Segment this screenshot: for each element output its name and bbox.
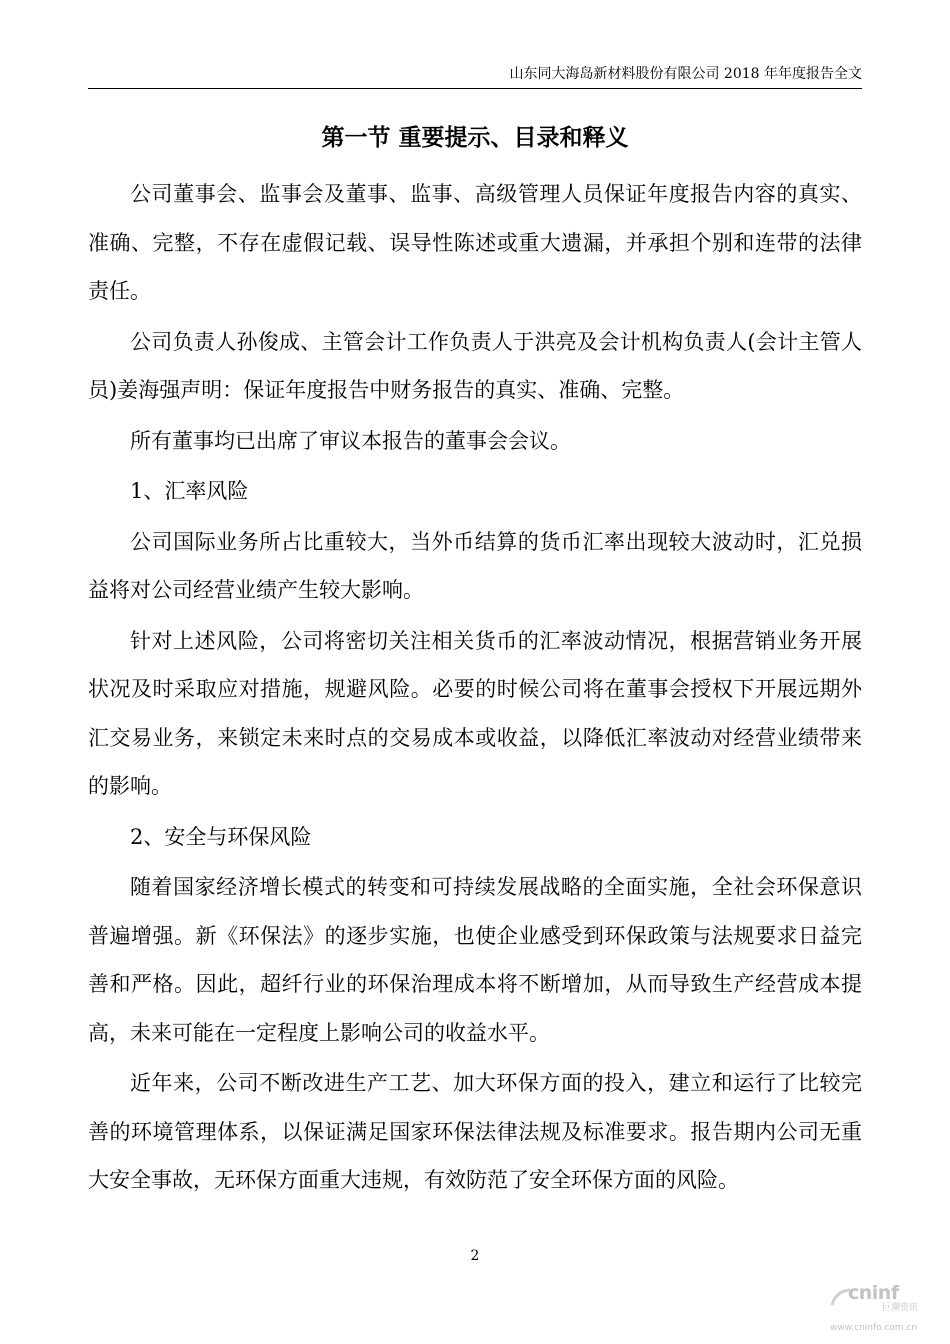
paragraph-responsibility-statement: 公司董事会、监事会及董事、监事、高级管理人员保证年度报告内容的真实、准确、完整，不存在虚假记载、误导性陈述或重大遗漏，并承担个别和连带的法律责任。 [88,182,862,303]
watermark-subtitle: 巨潮资讯 [882,1303,919,1313]
paragraph-officers-declaration: 公司负责人孙俊成、主管会计工作负责人于洪亮及会计机构负责人(会计主管人员)姜海强声明：保证年度报告中财务报告的真实、准确、完整。 [88,329,862,402]
heading-safety-environment-risk: 2、安全与环保风险 [130,824,312,849]
cninfo-watermark [830,1283,930,1335]
document-body [88,170,862,1207]
watermark-url: www.cninfo.com.cn [830,1323,918,1333]
page-number: 2 [470,1248,480,1264]
cninfo-swoosh-icon [830,1287,852,1309]
paragraph-exchange-rate-risk: 公司国际业务所占比重较大，当外币结算的货币汇率出现较大波动时，汇兑损益将对公司经营业绩产生较大影响。 [88,529,862,602]
paragraph-environment-risk: 随着国家经济增长模式的转变和可持续发展战略的全面实施，全社会环保意识普遍增强。新《环保法》的逐步实施，也使企业感受到环保政策与法规要求日益完善和严格。因此，超纤行业的环保治理成本将不断增加，从而导致生产经营成本提高，未来可能在一定程度上影响公司的收益水平。 [88,875,862,1045]
paragraph-exchange-rate-measures: 针对上述风险，公司将密切关注相关货币的汇率波动情况，根据营销业务开展状况及时采取应对措施，规避风险。必要的时候公司将在董事会授权下开展远期外汇交易业务，来锁定未来时点的交易成本或收益，以降低汇率波动对经营业绩带来的影响。 [88,628,862,798]
page-header: 山东同大海岛新材料股份有限公司 2018 年年度报告全文 [509,66,862,82]
paragraph-board-attendance: 所有董事均已出席了审议本报告的董事会会议。 [130,428,571,453]
header-divider [88,88,862,89]
paragraph-environment-measures: 近年来，公司不断改进生产工艺、加大环保方面的投入，建立和运行了比较完善的环境管理体系，以保证满足国家环保法律法规及标准要求。报告期内公司无重大安全事故，无环保方面重大违规，有效防范了安全环保方面的风险。 [88,1071,862,1192]
heading-exchange-rate-risk: 1、汇率风险 [130,479,249,503]
section-title: 第一节 重要提示、目录和释义 [321,124,629,151]
watermark-logo-text: cninf [848,1282,899,1304]
